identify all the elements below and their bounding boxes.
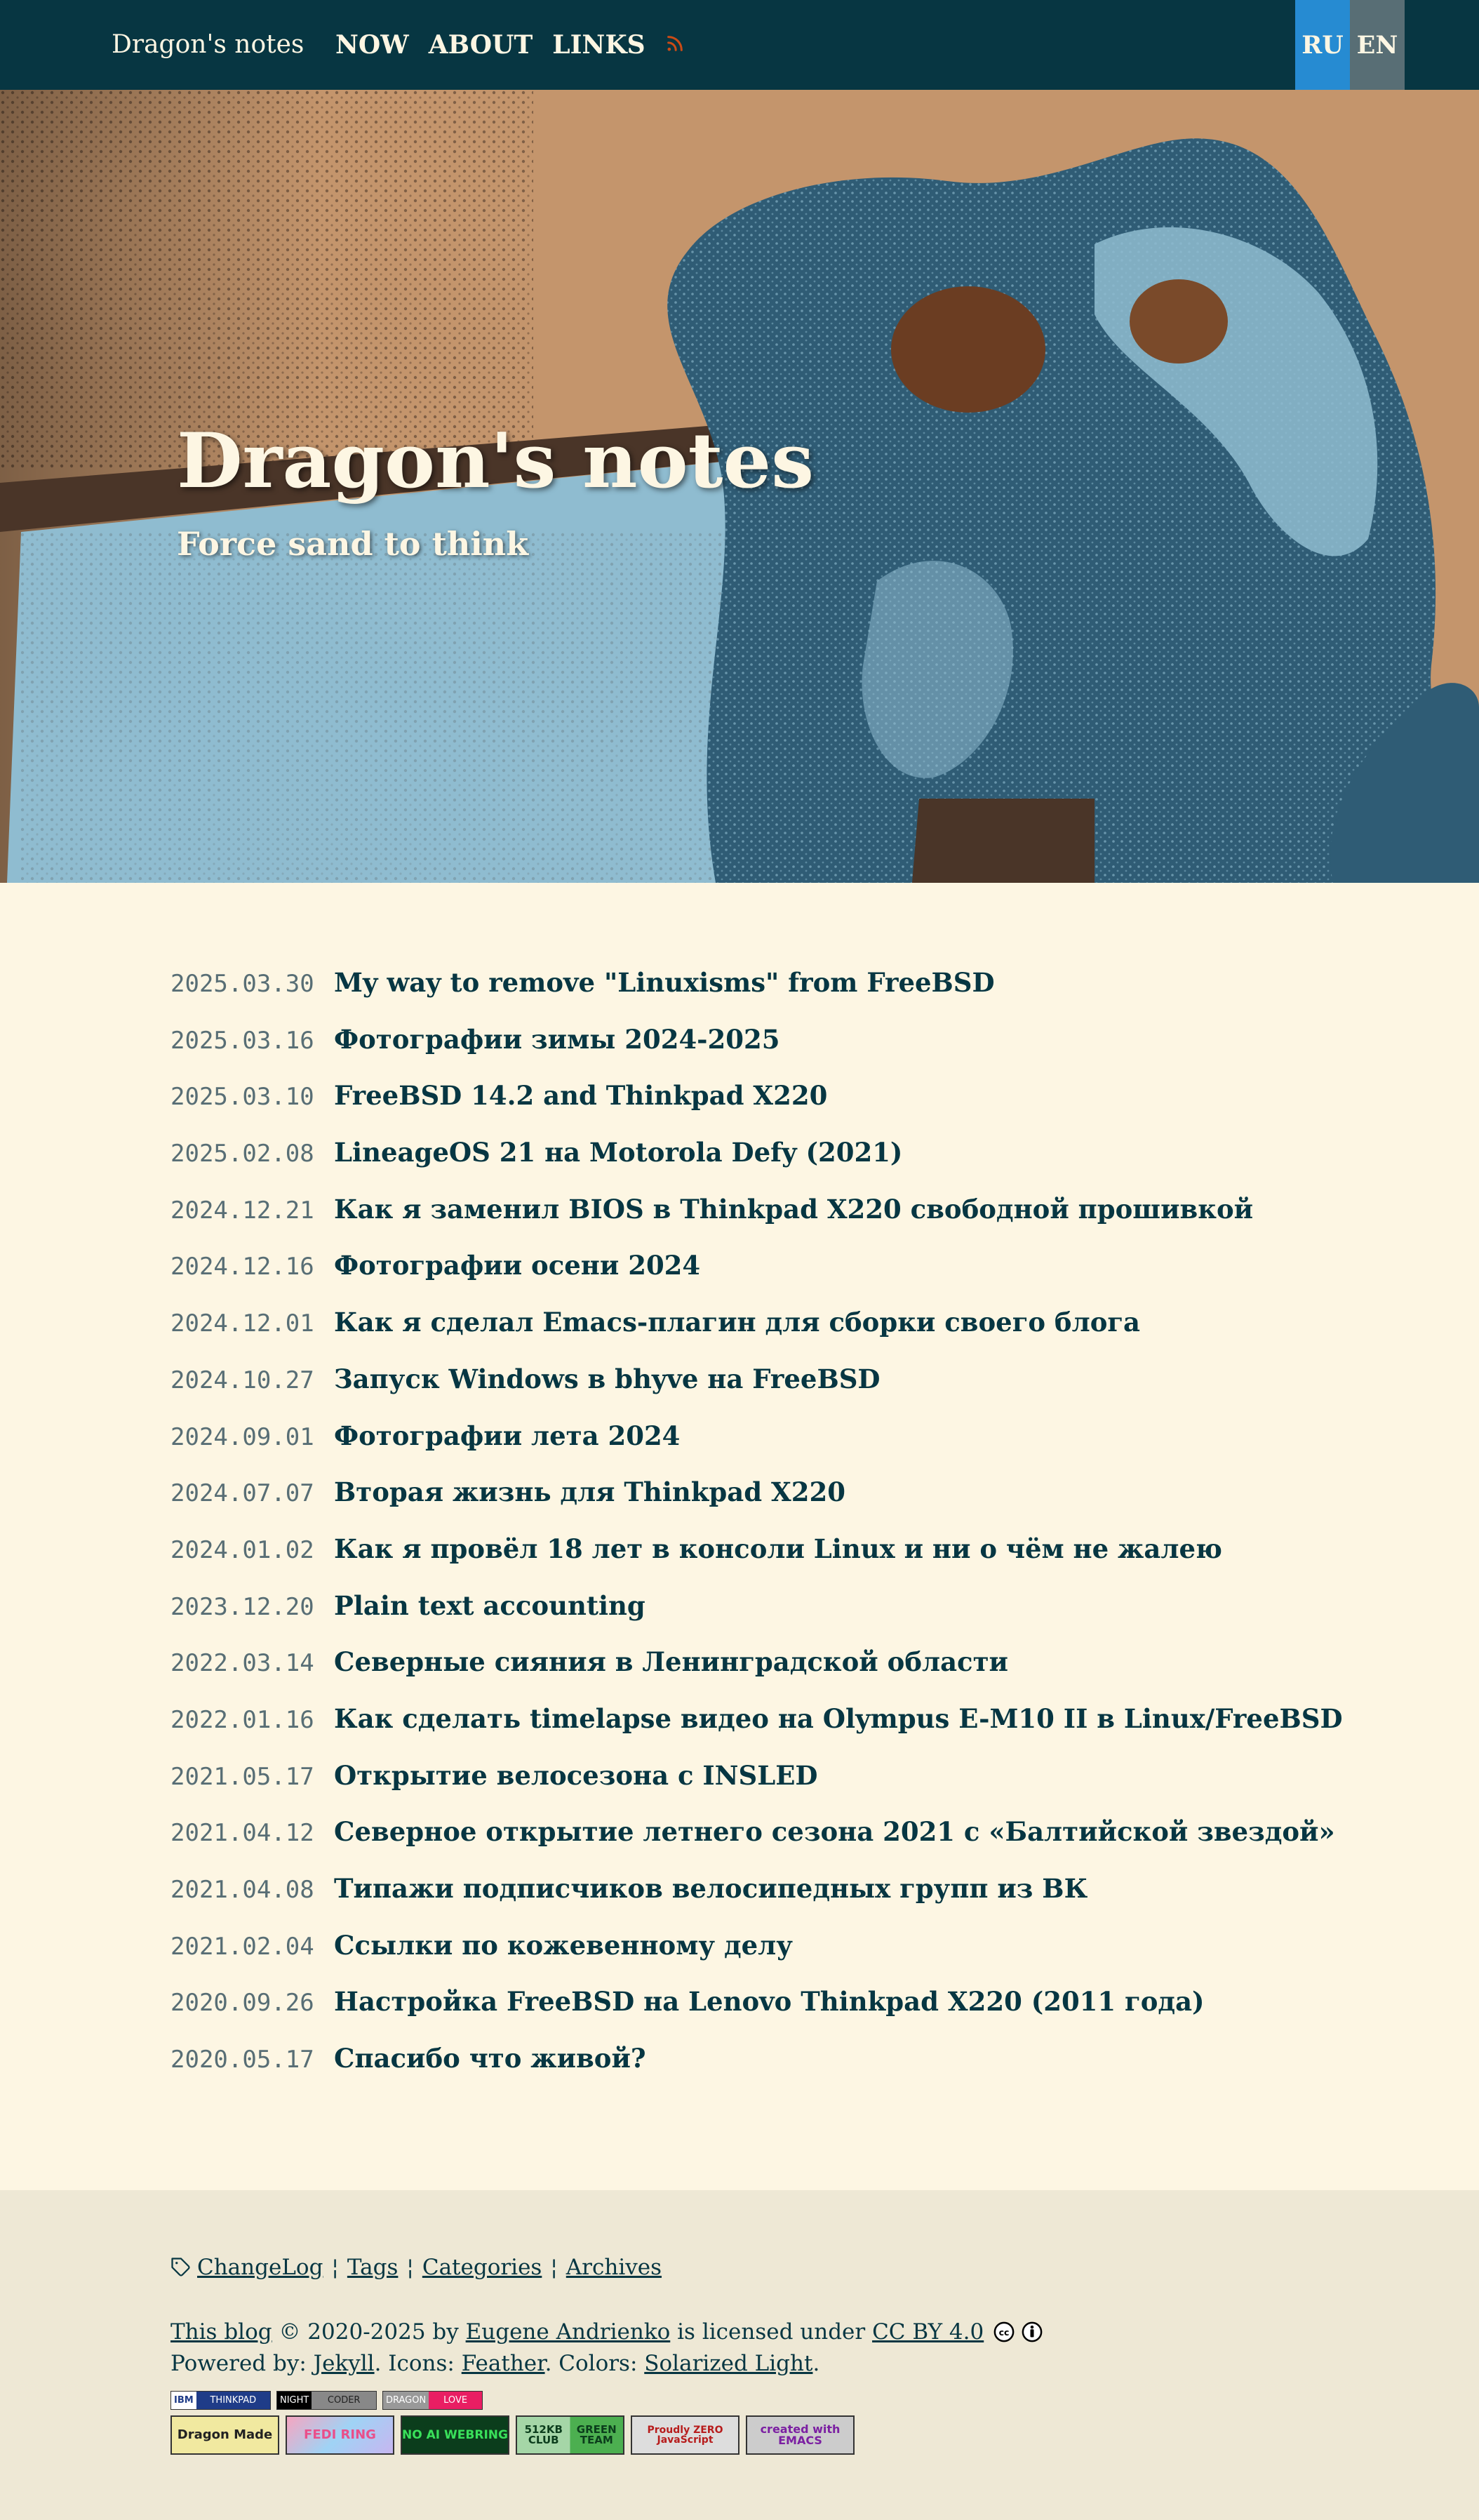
separator: ¦ xyxy=(406,2255,414,2280)
license-text-licensed: is licensed under xyxy=(670,2319,873,2345)
post-row xyxy=(170,1307,1363,1364)
main-nav xyxy=(335,28,685,62)
post-title-link[interactable]: Как я сделал Emacs-плагин для сборки своего блога xyxy=(334,1307,1141,1338)
footer-link-changelog[interactable]: ChangeLog xyxy=(197,2255,323,2280)
powered-by-line xyxy=(170,2351,819,2376)
license-text-copy: © 2020-2025 by xyxy=(272,2319,466,2345)
nav-now[interactable]: NOW xyxy=(335,30,409,60)
post-row xyxy=(170,1760,1363,1817)
post-date: 2022.01.16 xyxy=(170,1705,314,1734)
author-link[interactable]: Eugene Andrienko xyxy=(465,2319,671,2345)
post-title-link[interactable]: Запуск Windows в bhyve на FreeBSD xyxy=(334,1363,881,1394)
post-title-link[interactable]: Как я заменил BIOS в Thinkpad X220 свободной прошивкой xyxy=(334,1193,1254,1225)
footer-link-tags[interactable]: Tags xyxy=(347,2255,399,2280)
separator: ¦ xyxy=(550,2255,558,2280)
site-footer xyxy=(0,2190,1479,2520)
badge-night-coder[interactable] xyxy=(276,2391,377,2410)
post-row xyxy=(170,2043,1363,2100)
post-row xyxy=(170,1930,1363,1987)
post-row xyxy=(170,1024,1363,1081)
badge-right-text: LOVE xyxy=(443,2395,468,2406)
feather-link[interactable]: Feather xyxy=(461,2351,545,2376)
powered-end: . xyxy=(812,2351,820,2376)
hero-title: Dragon's notes xyxy=(177,417,815,505)
badge-ibm-thinkpad[interactable] xyxy=(170,2391,271,2410)
license-link[interactable]: CC BY 4.0 xyxy=(872,2319,984,2345)
post-title-link[interactable]: Северное открытие летнего сезона 2021 с «Балтийской звездой» xyxy=(334,1816,1335,1848)
post-title-link[interactable]: My way to remove "Linuxisms" from FreeBSD xyxy=(334,967,995,998)
solarized-link[interactable]: Solarized Light xyxy=(644,2351,813,2376)
post-date: 2021.02.04 xyxy=(170,1932,314,1961)
separator: ¦ xyxy=(331,2255,339,2280)
post-row xyxy=(170,1646,1363,1703)
jekyll-link[interactable]: Jekyll xyxy=(313,2351,375,2376)
post-title-link[interactable]: Северные сияния в Ленинградской области xyxy=(334,1646,1008,1678)
post-title-link[interactable]: Типажи подписчиков велосипедных групп из ВК xyxy=(334,1873,1088,1904)
post-title-link[interactable]: Plain text accounting xyxy=(334,1589,645,1621)
post-title-link[interactable]: Вторая жизнь для Thinkpad X220 xyxy=(334,1476,845,1508)
post-row xyxy=(170,1873,1363,1930)
post-row xyxy=(170,967,1363,1024)
post-row xyxy=(170,1816,1363,1873)
post-row xyxy=(170,1137,1363,1194)
large-badges xyxy=(170,2415,861,2455)
badge-zero-javascript[interactable]: Proudly ZERO JavaScript xyxy=(631,2415,740,2455)
post-title-link[interactable]: Открытие велосезона с INSLED xyxy=(334,1759,818,1791)
post-date: 2025.03.30 xyxy=(170,970,314,998)
cc-by-icon xyxy=(1022,2321,1043,2342)
post-title-link[interactable]: Фотографии зимы 2024-2025 xyxy=(334,1023,780,1055)
post-date: 2025.03.10 xyxy=(170,1083,314,1112)
language-ru-button[interactable]: RU xyxy=(1295,0,1350,90)
post-title-link[interactable]: Ссылки по кожевенному делу xyxy=(334,1929,793,1961)
nav-links[interactable]: LINKS xyxy=(552,30,645,60)
rss-icon[interactable] xyxy=(665,34,685,53)
footer-nav xyxy=(170,2255,662,2280)
post-date: 2024.12.16 xyxy=(170,1253,314,1281)
post-date: 2024.07.07 xyxy=(170,1479,314,1508)
badge-fedi-ring[interactable]: FEDI RING xyxy=(286,2415,394,2455)
post-date: 2025.03.16 xyxy=(170,1026,314,1055)
post-date: 2024.09.01 xyxy=(170,1422,314,1451)
post-row xyxy=(170,1080,1363,1137)
footer-link-archives[interactable]: Archives xyxy=(566,2255,662,2280)
post-title-link[interactable]: Как сделать timelapse видео на Olympus E-M10 II в Linux/FreeBSD xyxy=(334,1702,1343,1734)
post-row xyxy=(170,1194,1363,1251)
badge-left-text: DRAGON xyxy=(383,2392,429,2409)
badge-dragon-made[interactable]: Dragon Made xyxy=(170,2415,279,2455)
powered-prefix: Powered by: xyxy=(170,2351,314,2376)
post-date: 2020.09.26 xyxy=(170,1989,314,2018)
small-badges xyxy=(170,2391,488,2410)
post-date: 2025.02.08 xyxy=(170,1140,314,1168)
cc-icon xyxy=(993,2321,1015,2342)
hero-subtitle: Force sand to think xyxy=(177,525,529,563)
post-title-link[interactable]: Фотографии осени 2024 xyxy=(334,1250,701,1281)
post-title-link[interactable]: Настройка FreeBSD на Lenovo Thinkpad X220 (2011 года) xyxy=(334,1986,1205,2018)
post-date: 2023.12.20 xyxy=(170,1592,314,1621)
post-date: 2020.05.17 xyxy=(170,2046,314,2074)
post-title-link[interactable]: FreeBSD 14.2 and Thinkpad X220 xyxy=(334,1080,828,1112)
badge-512kb-text: 512KB CLUB xyxy=(524,2423,563,2446)
post-title-link[interactable]: LineageOS 21 на Motorola Defy (2021) xyxy=(334,1137,903,1168)
svg-text:cc: cc xyxy=(998,2327,1010,2338)
post-row xyxy=(170,1250,1363,1307)
post-date: 2024.12.21 xyxy=(170,1196,314,1225)
footer-link-categories[interactable]: Categories xyxy=(422,2255,542,2280)
badge-right-text: CODER xyxy=(327,2395,361,2406)
post-date: 2024.01.02 xyxy=(170,1535,314,1564)
post-date: 2024.10.27 xyxy=(170,1366,314,1394)
powered-icons-label: . Icons: xyxy=(374,2351,462,2376)
badge-left-text: IBM xyxy=(171,2392,196,2409)
license-line xyxy=(170,2319,1043,2345)
post-row xyxy=(170,1476,1363,1533)
post-row xyxy=(170,1703,1363,1760)
post-row xyxy=(170,1420,1363,1477)
post-date: 2021.04.08 xyxy=(170,1876,314,1904)
post-date: 2022.03.14 xyxy=(170,1649,314,1678)
post-row xyxy=(170,1364,1363,1420)
language-en-button[interactable]: EN xyxy=(1350,0,1405,90)
hero-banner xyxy=(0,90,1479,883)
post-list xyxy=(170,967,1363,2100)
badge-dragon-love[interactable] xyxy=(382,2391,483,2410)
post-row xyxy=(170,1590,1363,1647)
post-title-link[interactable]: Спасибо что живой? xyxy=(334,2043,646,2074)
post-date: 2021.05.17 xyxy=(170,1762,314,1791)
site-brand-link[interactable]: Dragon's notes xyxy=(112,30,304,59)
badge-left-text: NIGHT xyxy=(277,2392,312,2409)
post-date: 2024.12.01 xyxy=(170,1309,314,1338)
top-navbar xyxy=(0,0,1479,90)
badge-right-text: THINKPAD xyxy=(210,2395,257,2406)
post-date: 2021.04.12 xyxy=(170,1819,314,1848)
badge-green-team-text: GREEN TEAM xyxy=(576,2423,617,2446)
nav-about[interactable]: ABOUT xyxy=(428,30,533,60)
powered-colors-label: . Colors: xyxy=(544,2351,645,2376)
post-title-link[interactable]: Фотографии лета 2024 xyxy=(334,1420,681,1451)
badge-512kb-club[interactable] xyxy=(516,2415,624,2455)
badge-created-with-emacs[interactable]: created with EMACS xyxy=(746,2415,855,2455)
badge-no-ai-webring[interactable]: NO AI WEBRING xyxy=(401,2415,509,2455)
post-row xyxy=(170,1986,1363,2043)
tag-icon xyxy=(170,2257,192,2278)
post-title-link[interactable]: Как я провёл 18 лет в консоли Linux и ни о чём не жалею xyxy=(334,1533,1222,1564)
this-blog-link[interactable]: This blog xyxy=(170,2319,272,2345)
post-row xyxy=(170,1533,1363,1590)
